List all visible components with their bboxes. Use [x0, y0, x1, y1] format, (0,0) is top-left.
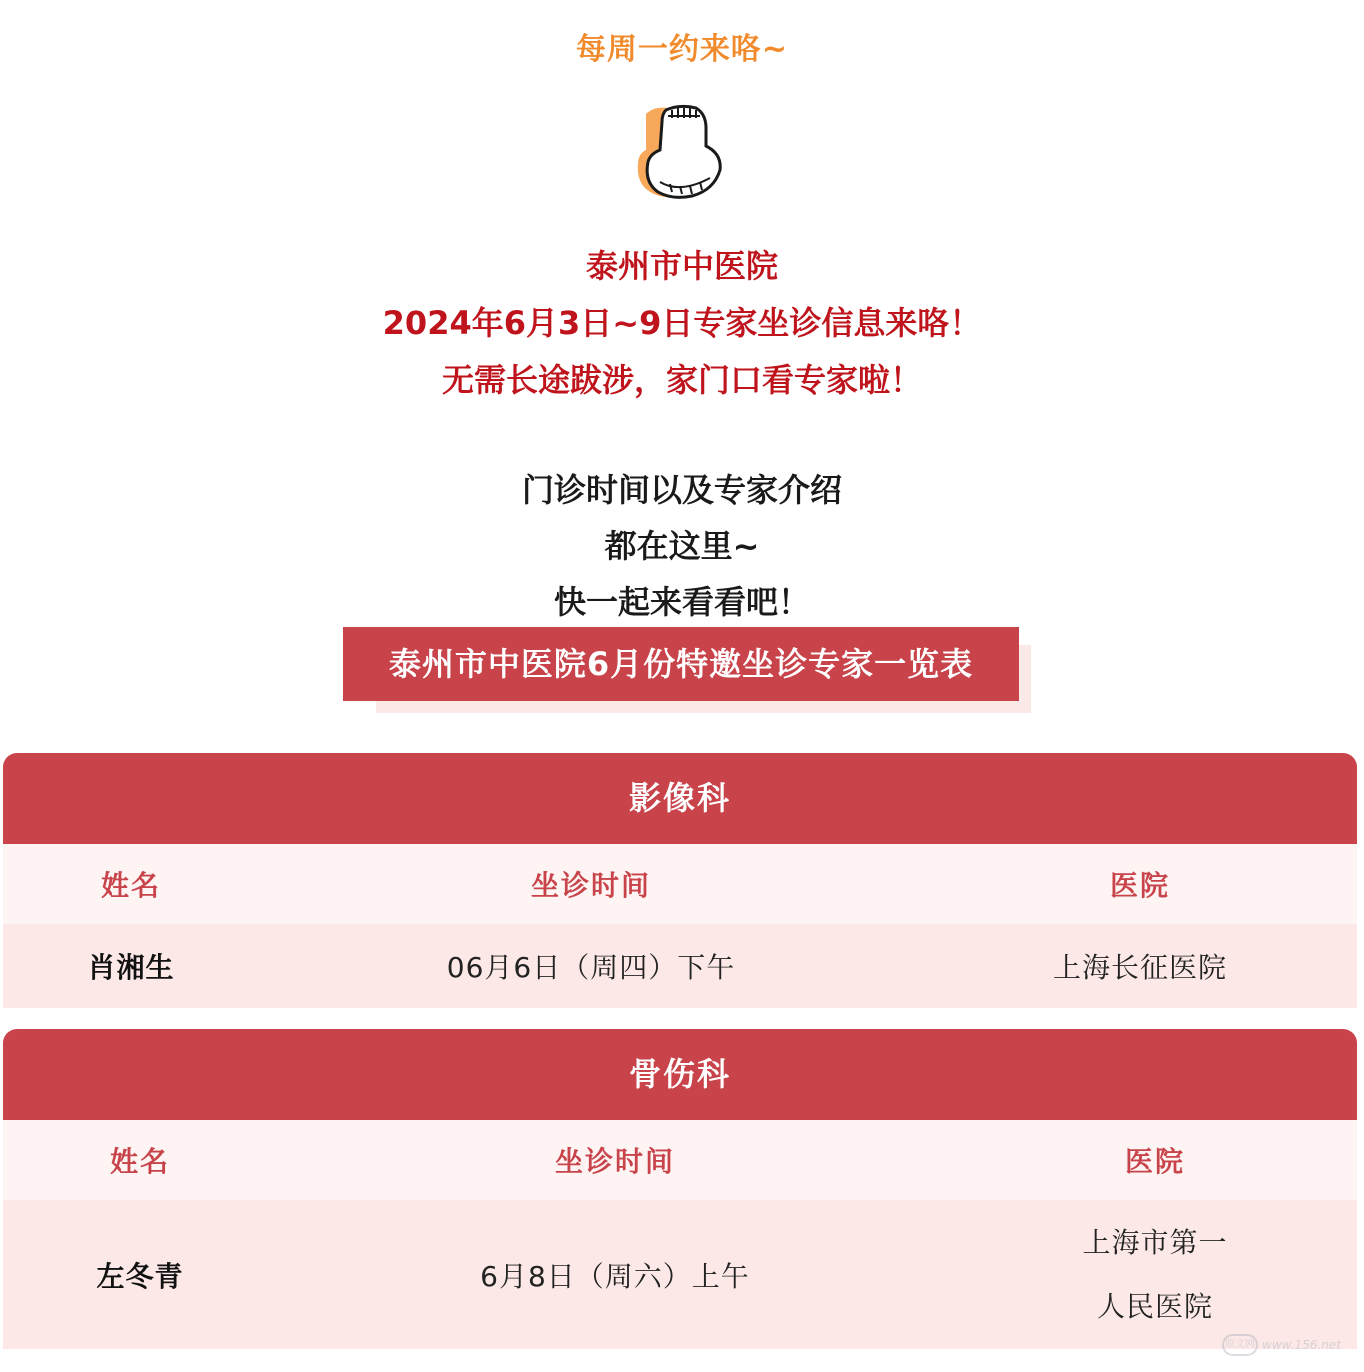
table-header-row — [3, 1120, 1357, 1200]
intro-line-2: 都在这里~ — [604, 527, 760, 565]
intro-black-block — [0, 468, 1364, 636]
department-title: 骨伤科 — [3, 1029, 1357, 1120]
department-title: 影像科 — [3, 753, 1357, 844]
intro-red-block — [0, 244, 1364, 415]
column-header-time: 坐诊时间 — [530, 869, 651, 902]
hospital-name-line-1: 上海市第一 — [1082, 1225, 1228, 1259]
schedule-banner: 泰州市中医院6月份特邀坐诊专家一览表 — [343, 627, 1019, 701]
intro-slogan: 无需长途跋涉，家门口看专家啦！ — [441, 361, 922, 399]
intro-line-3: 快一起来看看吧！ — [553, 583, 810, 621]
table-row — [3, 1200, 1357, 1349]
column-header-time: 坐诊时间 — [554, 1145, 675, 1178]
intro-hospital-name: 泰州市中医院 — [585, 247, 778, 285]
tagline: 每周一约来咯~ — [575, 32, 789, 67]
pointing-hand-icon — [630, 104, 730, 200]
column-header-name: 姓名 — [100, 869, 161, 902]
column-header-hospital: 医院 — [1109, 869, 1170, 902]
hospital-name — [983, 1200, 1327, 1349]
department-section-imaging — [3, 753, 1357, 1008]
table-header-row — [3, 844, 1357, 924]
watermark-text: www.156.net — [1262, 1338, 1341, 1352]
hospital-name: 上海长征医院 — [1052, 951, 1227, 984]
clinic-time: 6月8日（周六）上午 — [480, 1259, 750, 1293]
watermark-badge: 原文网 — [1222, 1334, 1258, 1356]
column-header-name: 姓名 — [109, 1145, 170, 1178]
clinic-time: 06月6日（周四）下午 — [446, 951, 736, 984]
intro-line-1: 门诊时间以及专家介绍 — [521, 471, 842, 509]
intro-date-line: 2024年6月3日~9日专家坐诊信息来咯！ — [382, 304, 982, 342]
hospital-name-line-2: 人民医院 — [1096, 1289, 1213, 1323]
department-section-orthopedics — [3, 1029, 1357, 1349]
watermark — [1222, 1330, 1356, 1360]
table-row — [3, 924, 1357, 1008]
column-header-hospital: 医院 — [1124, 1145, 1185, 1178]
expert-name: 肖湘生 — [87, 951, 175, 984]
expert-name: 左冬青 — [96, 1259, 184, 1293]
